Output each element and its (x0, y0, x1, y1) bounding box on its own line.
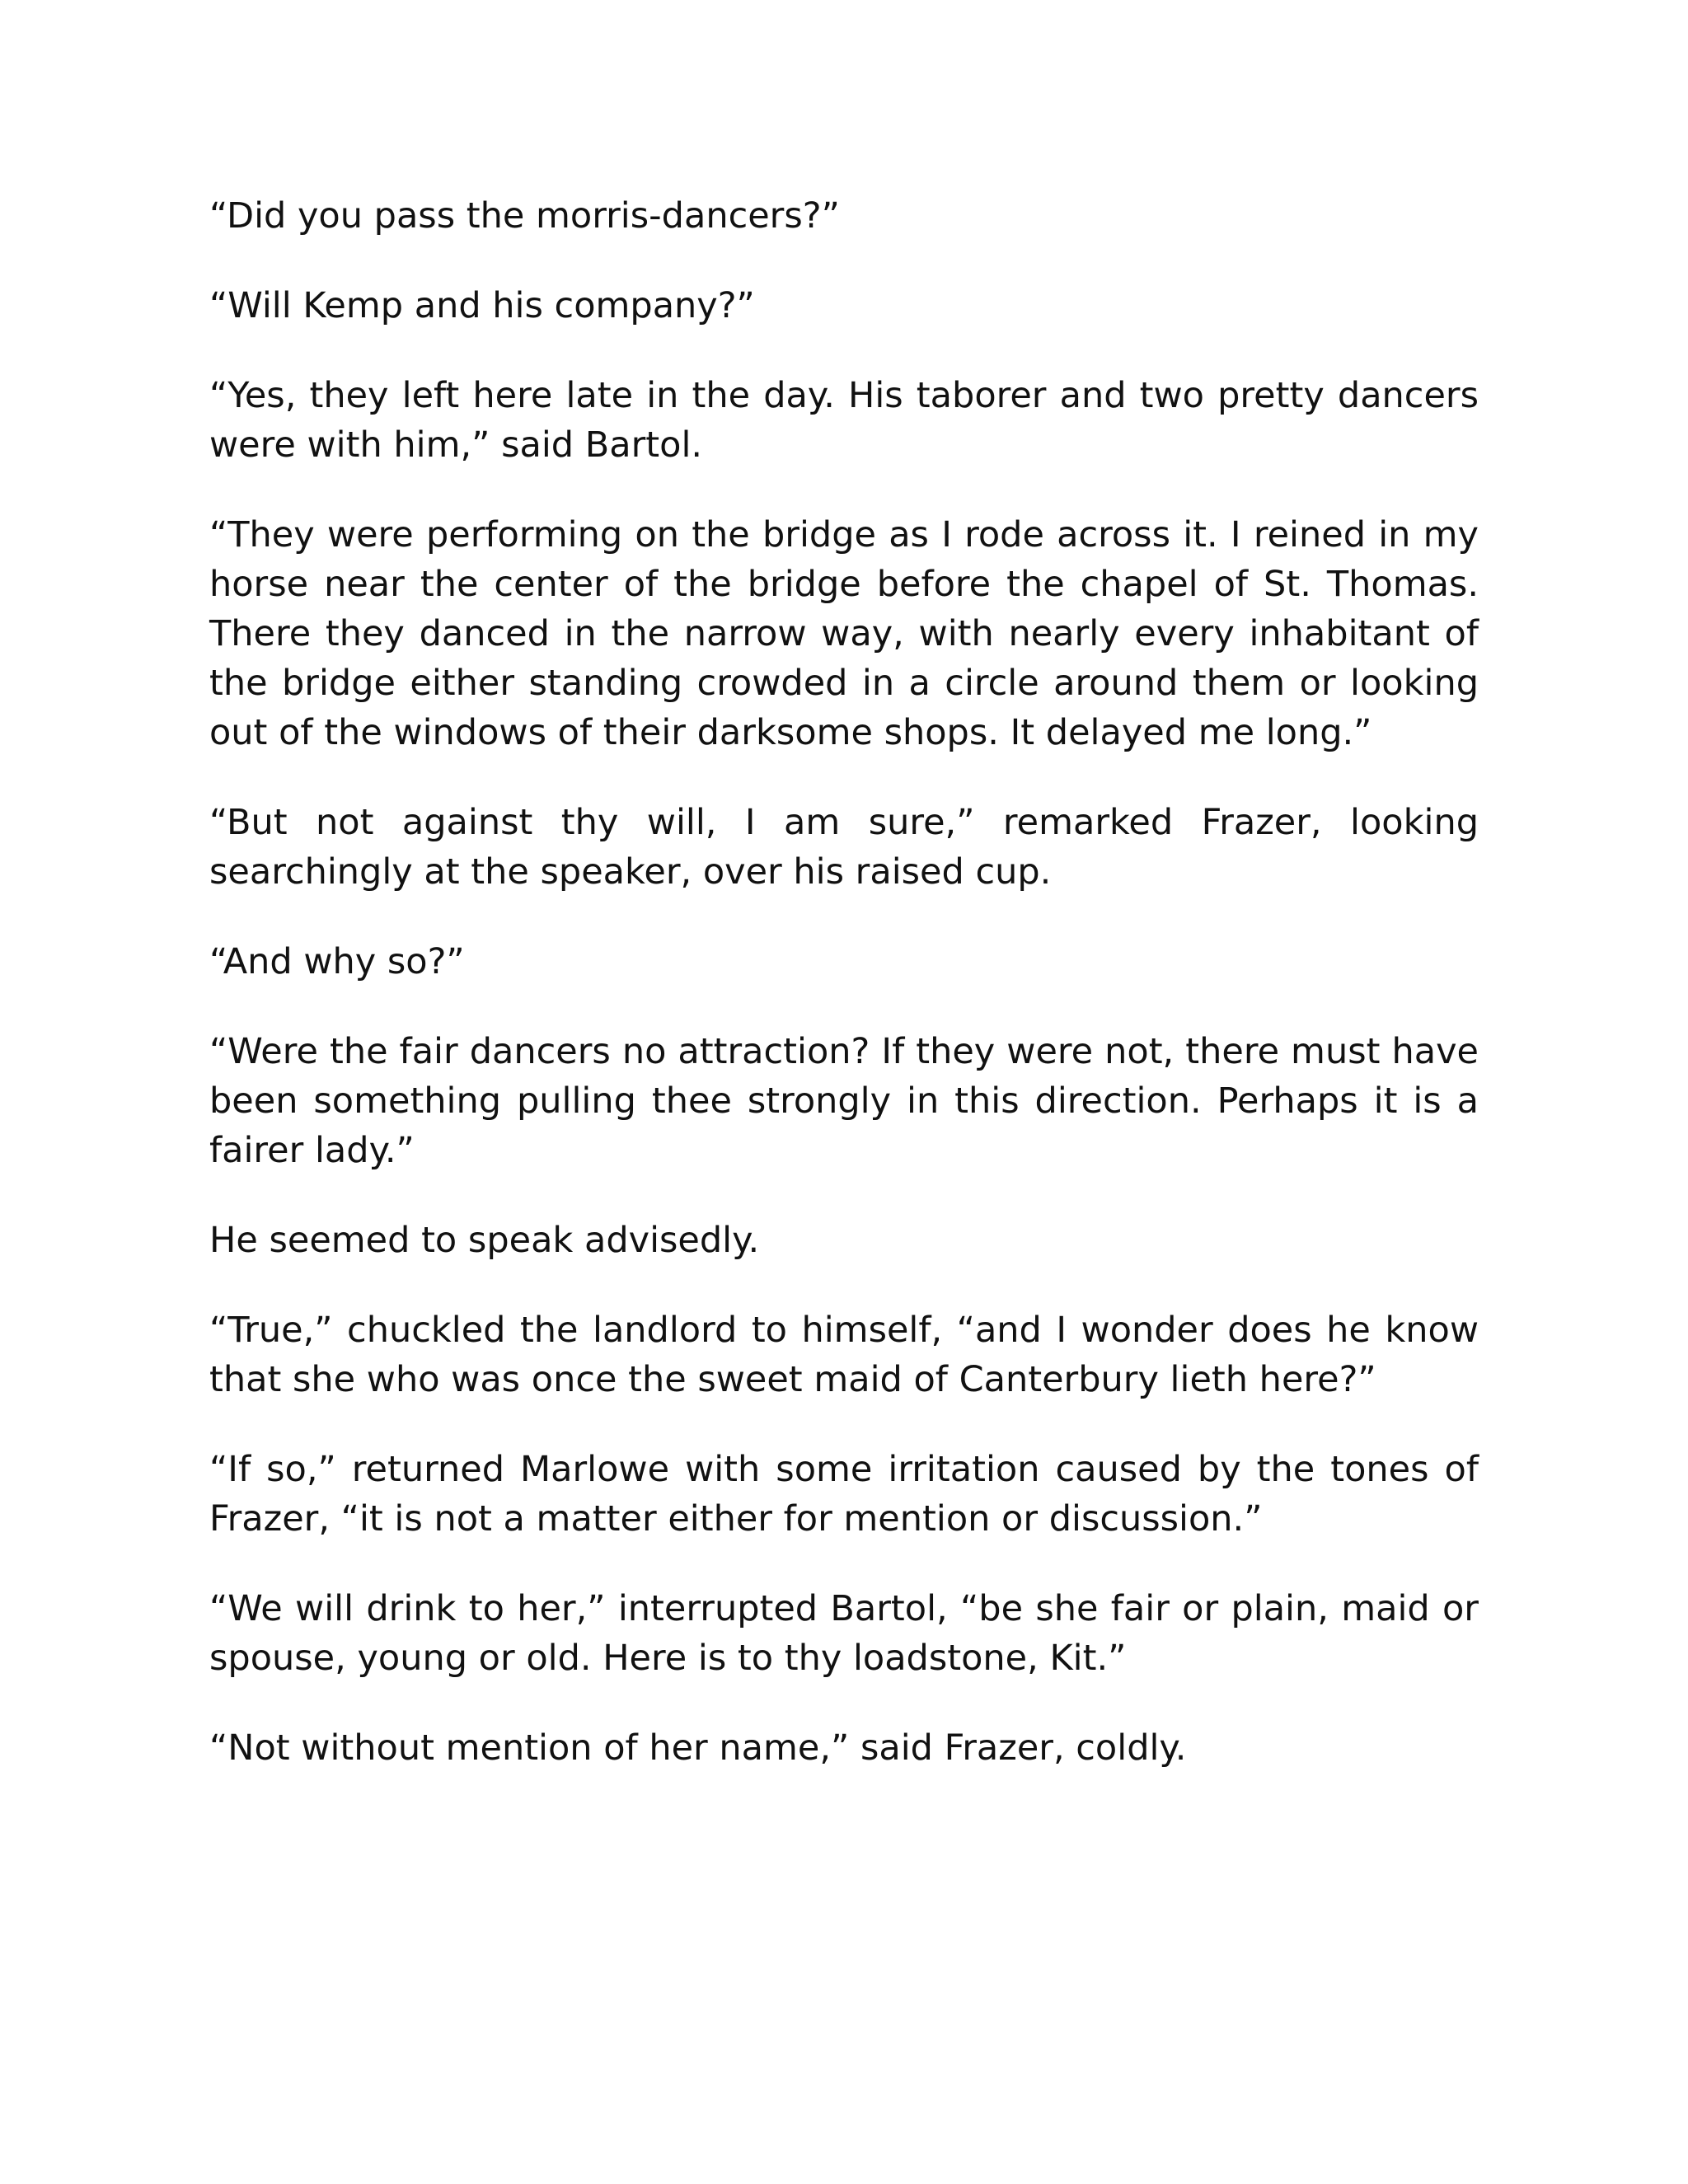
paragraph-7: “Were the fair dancers no attraction? If they were not, there must have been something pulling thee strongly in this direction. Perhaps it is a fairer lady.” (209, 1031, 1479, 1171)
paragraph-8: He seemed to speak advisedly. (209, 1220, 760, 1261)
paragraph-10: “If so,” returned Marlowe with some irritation caused by the tones of Frazer, “it is not a matter either for mention or discussion.” (209, 1449, 1479, 1540)
paragraph-3: “Yes, they left here late in the day. His taborer and two pretty dancers were with him,” said Bartol. (209, 375, 1479, 466)
paragraph-1: “Did you pass the morris-dancers?” (209, 195, 840, 237)
document-page (209, 191, 1479, 1773)
paragraph-11: “We will drink to her,” interrupted Bartol, “be she fair or plain, maid or spouse, young or old. Here is to thy loadstone, Kit.” (209, 1588, 1479, 1679)
paragraph-12: “Not without mention of her name,” said Frazer, coldly. (209, 1727, 1187, 1769)
paragraph-2: “Will Kemp and his company?” (209, 285, 755, 326)
paragraph-6: “And why so?” (209, 941, 465, 982)
paragraph-5: “But not against thy will, I am sure,” remarked Frazer, looking searchingly at the speaker, over his raised cup. (209, 802, 1479, 893)
paragraph-4: “They were performing on the bridge as I rode across it. I reined in my horse near the center of the bridge before the chapel of St. Thomas. There they danced in the narrow way, with nearly every inhabitant of the bridge either standing crowded in a circle around them or looking out of the windows of their darksome shops. It delayed me long.” (209, 514, 1479, 753)
paragraph-9: “True,” chuckled the landlord to himself, “and I wonder does he know that she who was once the sweet maid of Canterbury lieth here?” (209, 1310, 1479, 1400)
